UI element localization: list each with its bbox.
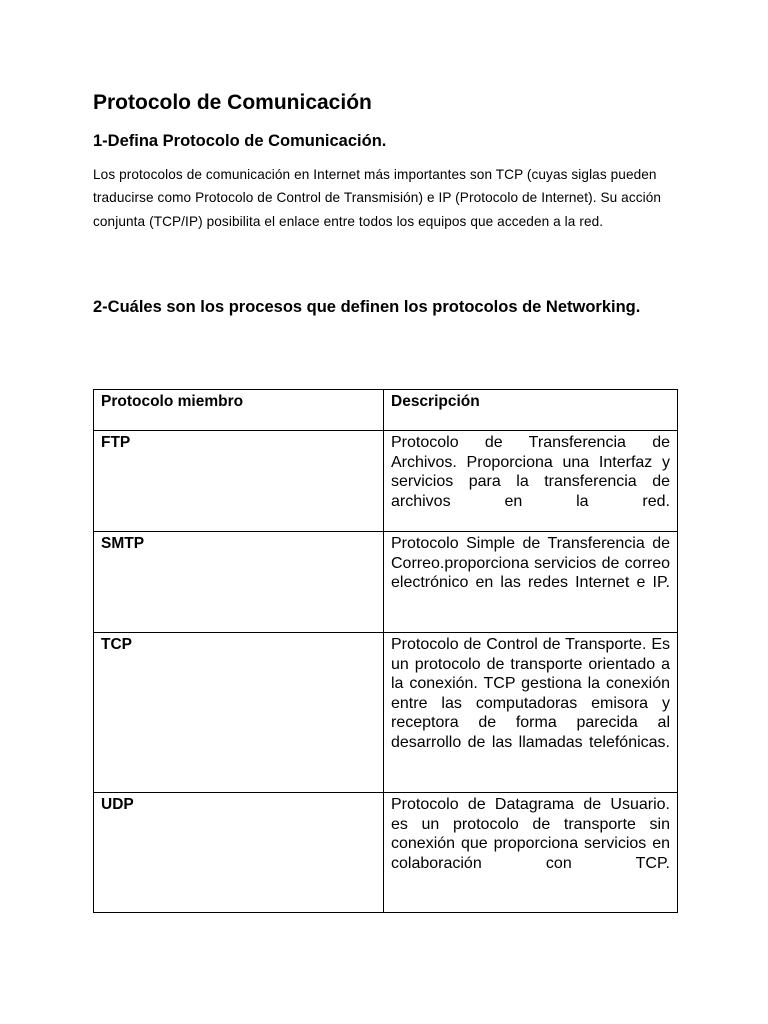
protocol-name: UDP (94, 793, 384, 913)
protocol-name: TCP (94, 633, 384, 793)
protocol-description: Protocolo de Control de Transporte. Es un protocolo de transporte orientado a la conexión. TCP gestiona la conexión entre las computadoras emisora y receptora de forma parecida al desarrollo de las llamadas telefónicas. (384, 633, 678, 793)
table-row (94, 793, 678, 913)
protocol-name: SMTP (94, 532, 384, 633)
header-protocol-member: Protocolo miembro (94, 390, 384, 431)
protocol-description: Protocolo de Datagrama de Usuario. es un protocolo de transporte sin conexión que proporciona servicios en colaboración con TCP. (384, 793, 678, 913)
protocol-name: FTP (94, 431, 384, 532)
header-description: Descripción (384, 390, 678, 431)
table-row (94, 633, 678, 793)
answer-1-paragraph: Los protocolos de comunicación en Internet más importantes son TCP (cuyas siglas pueden traducirse como Protocolo de Control de Transmisión) e IP (Protocolo de Internet). Su acción conjunta (TCP/IP) posibilita el enlace entre todos los equipos que acceden a la red. (93, 167, 662, 229)
table-row (94, 532, 678, 633)
question-2-heading: 2-Cuáles son los procesos que definen los protocolos de Networking. (93, 298, 641, 316)
table-row (94, 431, 678, 532)
protocols-table (93, 389, 678, 913)
protocol-description: Protocolo Simple de Transferencia de Correo.proporciona servicios de correo electrónico en las redes Internet e IP. (384, 532, 678, 633)
protocol-description: Protocolo de Transferencia de Archivos. Proporciona una Interfaz y servicios para la transferencia de archivos en la red. (384, 431, 678, 532)
question-1-heading: 1-Defina Protocolo de Comunicación. (93, 132, 387, 150)
document-title: Protocolo de Comunicación (93, 91, 372, 114)
table-header-row (94, 390, 678, 431)
